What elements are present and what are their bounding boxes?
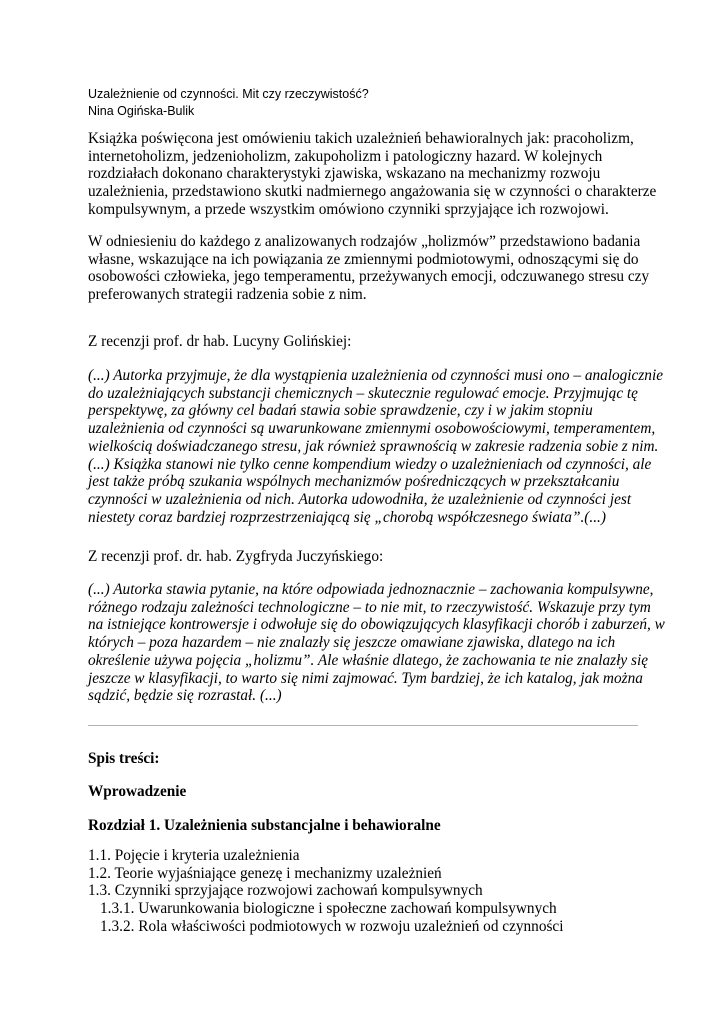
text-line: sądzić, będzie się rozrastał. (...) [88, 687, 282, 705]
text-line: (...) Autorka przyjmuje, że dla wystąpienia uzależnienia od czynności musi ono – analogicznie [88, 367, 663, 384]
book-author: Nina Ogińska-Bulik [88, 104, 195, 118]
text-line: wielkością doświadczanego stresu, jak również sprawnością w zakresie radzenia sobie z nim. [88, 437, 659, 455]
text-line: których – poza hazardem – nie znalazły się jeszcze omawiane zjawiska, dlatego na ich [88, 634, 616, 652]
toc-chapter-1-text: Rozdział 1. Uzależnienia substancjalne i behawioralne [88, 817, 441, 834]
text-line: preferowanych strategii radzenia sobie z nim. [88, 286, 367, 304]
text-line: na istniejące kontrowersje i odwołuje się do obowiązujących klasyfikacji chorób i zaburzeń, w [88, 616, 665, 634]
text-line: jest także próbą szukania wspólnych mechanizmów pośredniczących w przekształcaniu [88, 473, 620, 491]
toc-chapter-1 [88, 817, 648, 835]
text-line: kompulsywnym, a przede wszystkim omówiono czynniki sprzyjające ich rozwojowi. [88, 200, 609, 218]
text-line: uzależnienia od czynności są uwarunkowane zmiennymi osobowościowymi, temperamentem, [88, 420, 656, 438]
toc-item: 1.3. Czynniki sprzyjające rozwojowi zachowań kompulsywnych [88, 882, 483, 900]
text-line: różnego rodzaju zależności technologiczne – to nie mit, to rzeczywistość. Wskazuje przy tym [88, 598, 651, 616]
text-line: osobowości człowieka, jego temperamentu, przeżywanych emocji, odczuwanego stresu czy [88, 268, 650, 286]
review1-quote [88, 367, 663, 526]
toc-intro-text: Wprowadzenie [88, 783, 187, 800]
text-line: jeszcze w klasyfikacji, to warto się nimi zajmować. Tym bardziej, że ich katalog, jak można [88, 669, 643, 687]
text-line: perspektywę, za główny cel badań stawia sobie sprawdzenie, czy i w jakim stopniu [88, 402, 593, 420]
review2-heading [88, 548, 648, 566]
text-line: W odniesieniu do każdego z analizowanych rodzajów „holizmów” przedstawiono badania [88, 233, 641, 250]
text-line: (...) Autorka stawia pytanie, na które odpowiada jednoznacznie – zachowania kompulsywne, [88, 581, 654, 598]
text-line: niestety coraz bardziej rozprzestrzeniającą się „chorobą współczesnego świata”.(...) [88, 508, 606, 526]
toc-heading-text: Spis treści: [88, 750, 160, 767]
text-line: własne, wskazujące na ich powiązania ze zmiennymi podmiotowymi, odnoszącymi się do [88, 250, 639, 268]
study-paragraph [88, 233, 648, 304]
description-paragraph [88, 130, 657, 219]
text-line: (...) Książka stanowi nie tylko cenne kompendium wiedzy o uzależnieniach od czynności, ale [88, 455, 652, 473]
toc-subitem: 1.3.1. Uwarunkowania biologiczne i społeczne zachowań kompulsywnych [100, 900, 557, 918]
text-line: do uzależniających substancji chemicznych – skutecznie regulować emocje. Przyjmując tę [88, 384, 638, 402]
horizontal-divider [88, 725, 638, 726]
review1-heading [88, 333, 648, 351]
book-title: Uzależnienie od czynności. Mit czy rzeczywistość? [88, 87, 369, 101]
toc-item: 1.1. Pojęcie i kryteria uzależnienia [88, 847, 300, 864]
text-line: uzależnienia, przedstawiono skutki nadmiernego angażowania się w czynności o charakterze [88, 183, 657, 201]
text-line: rozdziałach dokonano charakterystyki zjawiska, wskazano na mechanizmy rozwoju [88, 165, 601, 183]
review2-quote [88, 581, 665, 705]
toc-heading [88, 750, 648, 768]
text-line: Książka poświęcona jest omówieniu takich uzależnień behawioralnych jak: pracoholizm, [88, 130, 634, 147]
text-line: internetoholizm, jedzenioholizm, zakupoholizm i patologiczny hazard. W kolejnych [88, 147, 603, 165]
review1-heading-text: Z recenzji prof. dr hab. Lucyny Golińskiej: [88, 333, 352, 350]
toc-subitem: 1.3.2. Rola właściwości podmiotowych w rozwoju uzależnień od czynności [100, 917, 564, 935]
toc-list [88, 847, 648, 936]
toc-item: 1.2. Teorie wyjaśniające genezę i mechanizmy uzależnień [88, 864, 442, 882]
text-line: określenie używa pojęcia „holizmu”. Ale właśnie dlatego, że zachowania te nie znalazły się [88, 651, 648, 669]
review2-heading-text: Z recenzji prof. dr. hab. Zygfryda Juczyńskiego: [88, 548, 384, 565]
text-line: czynności w uzależnienia od nich. Autorka udowodniła, że uzależnienie od czynności jest [88, 490, 632, 508]
toc-intro [88, 783, 648, 801]
